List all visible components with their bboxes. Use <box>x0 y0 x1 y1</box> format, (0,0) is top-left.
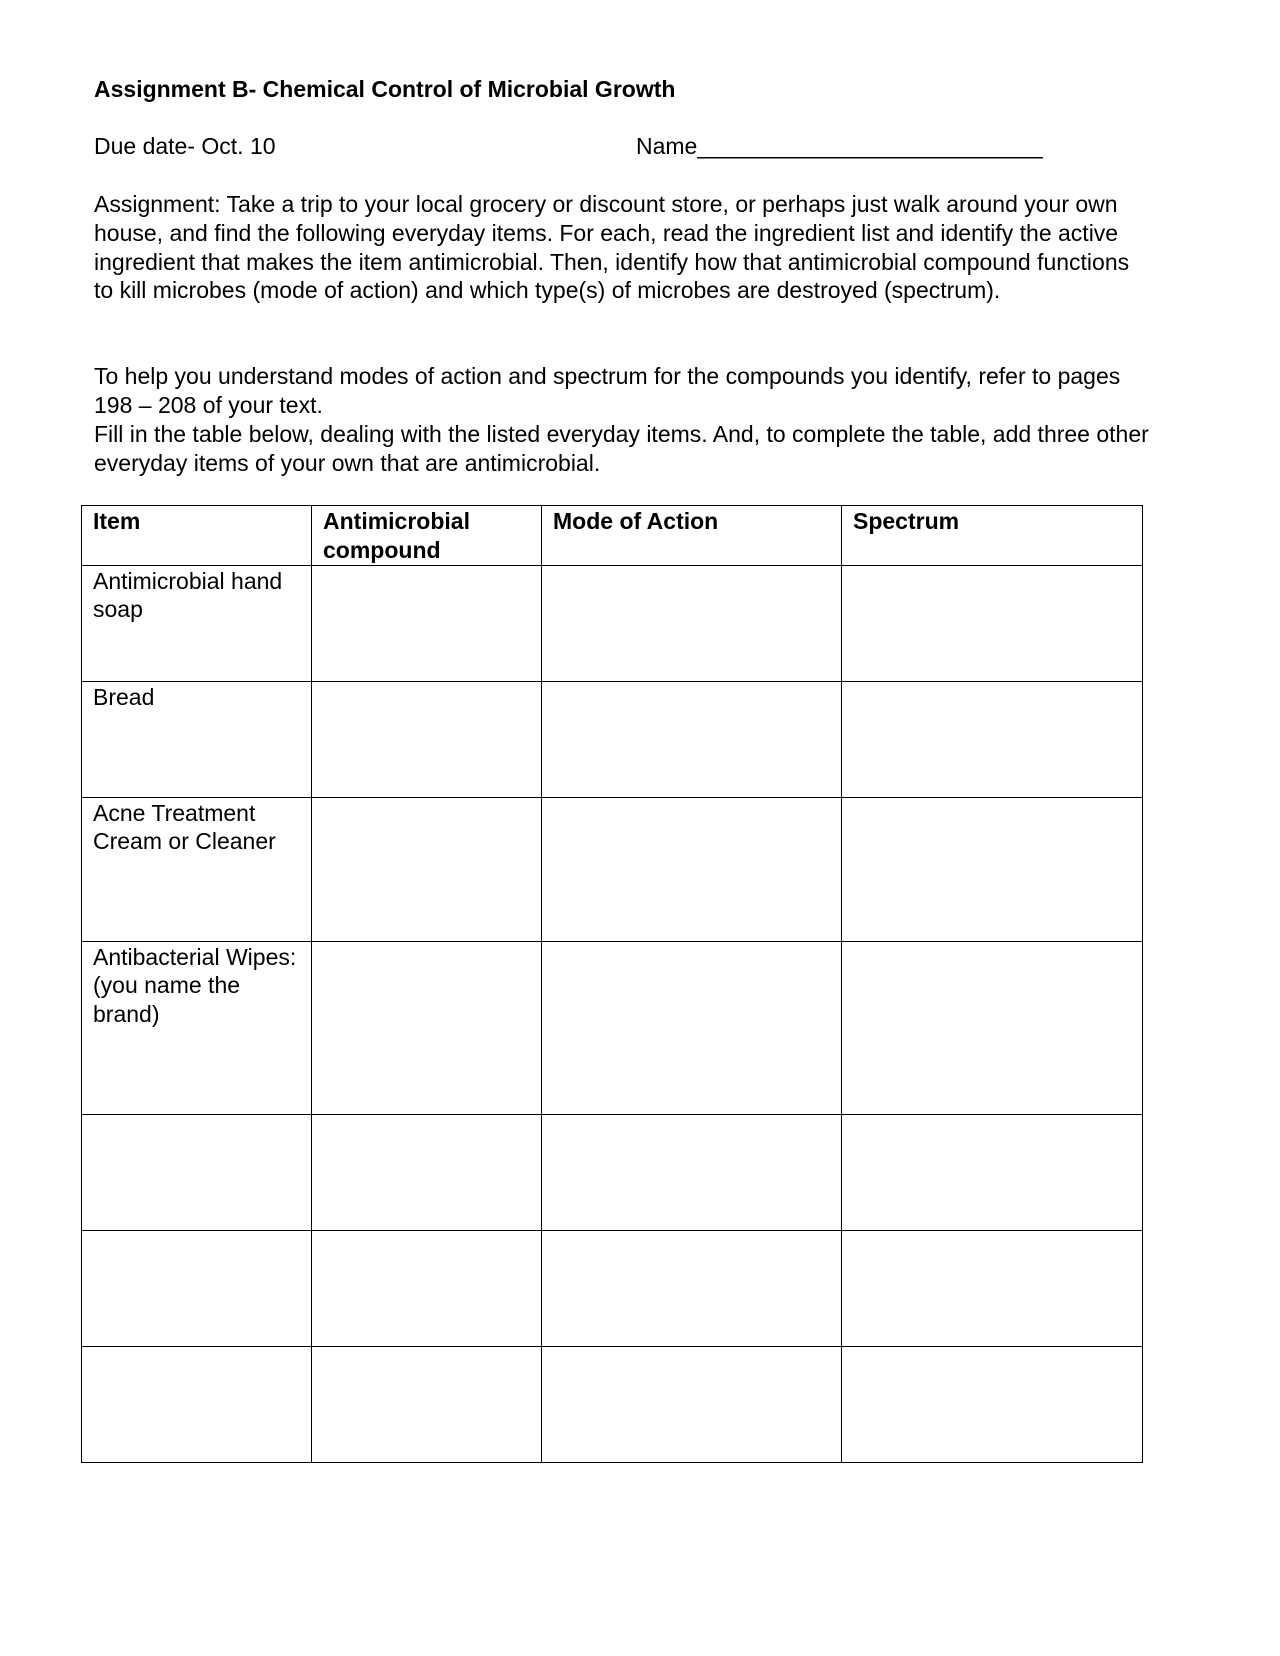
mode-cell[interactable] <box>542 1230 842 1346</box>
header-item: Item <box>82 506 312 566</box>
spectrum-cell[interactable] <box>842 1114 1143 1230</box>
header-antimicrobial-compound: Antimicrobial compound <box>312 506 542 566</box>
mode-cell[interactable] <box>542 681 842 797</box>
mode-cell[interactable] <box>542 565 842 681</box>
spectrum-cell[interactable] <box>842 565 1143 681</box>
spectrum-cell[interactable] <box>842 1230 1143 1346</box>
item-cell: Antimicrobial hand soap <box>82 565 312 681</box>
spectrum-cell[interactable] <box>842 681 1143 797</box>
item-cell[interactable] <box>82 1114 312 1230</box>
compound-cell[interactable] <box>312 681 542 797</box>
header-mode-of-action: Mode of Action <box>542 506 842 566</box>
table-row <box>82 941 1143 1114</box>
table-row <box>82 681 1143 797</box>
item-cell[interactable] <box>82 1346 312 1462</box>
compound-cell[interactable] <box>312 941 542 1114</box>
table-row <box>82 565 1143 681</box>
table-header-row <box>82 506 1143 566</box>
mode-cell[interactable] <box>542 941 842 1114</box>
item-cell: Antibacterial Wipes: (you name the brand) <box>82 941 312 1114</box>
table-row <box>82 1346 1143 1462</box>
item-cell: Acne Treatment Cream or Cleaner <box>82 797 312 941</box>
table-row <box>82 1230 1143 1346</box>
table-row <box>82 797 1143 941</box>
spectrum-cell[interactable] <box>842 1346 1143 1462</box>
name-field[interactable]: Name___________________________ <box>636 133 1043 159</box>
item-cell: Bread <box>82 681 312 797</box>
reference-paragraph: To help you understand modes of action and spectrum for the compounds you identify, refer to pages 198 – 208 of your text. <box>94 363 1121 418</box>
table-row <box>82 1114 1143 1230</box>
spectrum-cell[interactable] <box>842 941 1143 1114</box>
document-title: Assignment B- Chemical Control of Microbial Growth <box>94 76 676 102</box>
instructions-paragraph: Fill in the table below, dealing with the listed everyday items. And, to complete the table, add three other everyday items of your own that are antimicrobial. <box>94 421 1149 476</box>
due-date: Due date- Oct. 10 <box>94 133 276 159</box>
mode-cell[interactable] <box>542 1346 842 1462</box>
header-spectrum: Spectrum <box>842 506 1143 566</box>
compound-cell[interactable] <box>312 1230 542 1346</box>
compound-cell[interactable] <box>312 565 542 681</box>
mode-cell[interactable] <box>542 797 842 941</box>
item-cell[interactable] <box>82 1230 312 1346</box>
assignment-paragraph: Assignment: Take a trip to your local grocery or discount store, or perhaps just walk around your own house, and find the following everyday items. For each, read the ingredient list and identify the active ingredient that makes the item antimicrobial. Then, identify how that antimicrobial compound functions to kill microbes (mode of action) and which type(s) of microbes are destroyed (spectrum). <box>94 191 1130 304</box>
compound-cell[interactable] <box>312 797 542 941</box>
spectrum-cell[interactable] <box>842 797 1143 941</box>
mode-cell[interactable] <box>542 1114 842 1230</box>
compound-cell[interactable] <box>312 1114 542 1230</box>
assignment-table <box>81 505 1143 1463</box>
compound-cell[interactable] <box>312 1346 542 1462</box>
